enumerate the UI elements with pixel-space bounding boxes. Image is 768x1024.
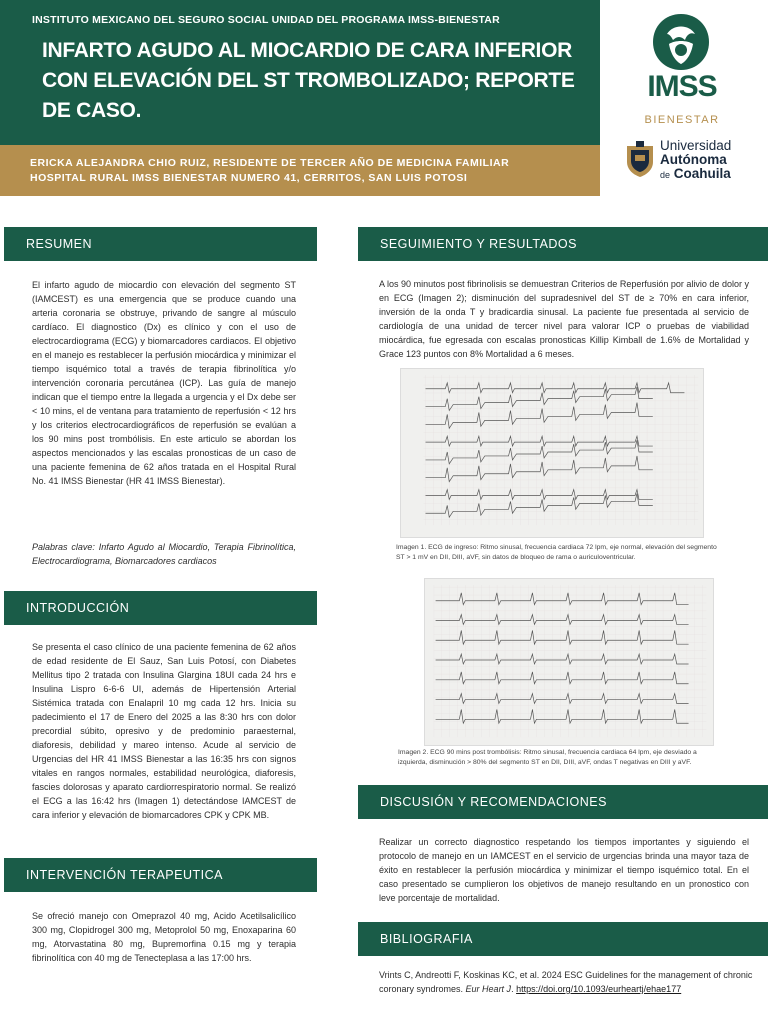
university-seal-icon [624,140,656,178]
introduccion-body: Se presenta el caso clínico de una paciente femenina de 62 años de edad residente de El Sauz, San Luis Potosí, con Diabetes Mellitus tipo 2 tratada con Insulina Glargina 18UI cada 24 hrs e Insulina Lispro 6-6-6 UI, además de Hipertensión Arterial Sistémica tratada con Enalapril 10 mg cada 12 hrs. Inicia su padecimiento el 17 de Enero del 2025 a las 8:30 hrs con dolor precordial súbito, opresivo y de predominio paraesternal, diaforesis, debilidad y mareo intenso. Acude al servicio de Urgencias del HR 41 IMSS Bienestar a las 16:35 hrs con signos vitales en rangos normales, estabilidad neurológica, diaforesis, fascies dolorosas y aparato cardiorrespiratorio normal. Se realizó el ECG a las 16:42 hrs (Imagen 1) detectándose IAMCEST de cara inferior y elevación de biomarcadores CPK y CPK MB. [32,642,296,820]
university-line-2: Autónoma [660,152,727,167]
imss-bienestar-label: BIENESTAR [644,114,720,126]
intervencion-body: Se ofreció manejo con Omeprazol 40 mg, Acido Acetilsalicílico 300 mg, Clopidrogel 300 mg, Metoprolol 50 mg, Enoxaparina 60 mg, Atorvastatina 80 mg, Bupremorfina 0.15 mg y terapia fibrinolítica con 40 mg de Tenecteplasa a las 17:00 hrs. [32,911,296,963]
seguimiento-body: A los 90 minutos post fibrinolisis se demuestran Criterios de Reperfusión por alivio de dolor y en ECG (Imagen 2); disminución del supradesnivel del ST de ≥ 70% en cara inferior, inversión de la onda T y bradicardia sinusal. La paciente fue presentada al servicio de cardiología de una unidad de tercer nivel para valorar ICP o pruebas de viabilidad miocárdica, fue egresada con escalas pronosticas Killip Kimball de 1.6% de Mortalidad y Grace 123 puntos con 8% Mortalidad a 6 meses. [379,279,749,359]
university-name [660,139,731,182]
discusion-body: Realizar un correcto diagnostico respetando los tiempos importantes y siguiendo el protocolo de manejo en un IAMCEST en el servicio de urgencias brinda una mayor taza de éxito en restablecer la perfusión miocárdica y minimizar el tiempo isquémico total. En el caso presentado se cumplieron los objetivos de manejo resultando en un pronostico con leve porcentaje de mortalidad. [379,837,749,903]
bibliography-reference: Vrints C, Andreotti F, Koskinas KC, et al. 2024 ESC Guidelines for the management of chronic coronary syndromes. Eur Heart J. https://doi.org/10.1093/eurheartj/ehae177 [379,970,753,994]
resumen-keywords [32,540,296,568]
reference-doi-link[interactable]: https://doi.org/10.1093/eurheartj/ehae177 [516,984,682,994]
institution-name: INSTITUTO MEXICANO DEL SEGURO SOCIAL UNIDAD DEL PROGRAMA IMSS-BIENESTAR [32,14,500,26]
ecg-image-2 [424,578,714,746]
authors-text: ERICKA ALEJANDRA CHIO RUIZ, RESIDENTE DE TERCER AÑO DE MEDICINA FAMILIAR HOSPITAL RURAL IMSS BIENESTAR NUMERO 41, CERRITOS, SAN LUIS POTOSI [30,157,510,184]
section-heading-intervencion: INTERVENCIÓN TERAPEUTICA [4,858,317,892]
header-banner [0,0,600,145]
authors-banner [0,145,600,196]
imss-eagle-logo-icon [647,12,715,72]
university-line-3-prefix: de [660,170,671,180]
ecg-caption-1: Imagen 1. ECG de ingreso: Ritmo sinusal, frecuencia cardiaca 72 lpm, eje normal, elevación del segmento ST > 1 mV en DII, DIII, aVF, sin datos de bloqueo de rama o auriculoventricular. [396,544,717,561]
section-heading-resumen: RESUMEN [4,227,317,261]
reference-journal: Eur Heart J [465,984,512,994]
section-heading-introduccion: INTRODUCCIÓN [4,591,317,625]
keywords-text: Palabras clave: Infarto Agudo al Miocardio, Terapia Fibrinolítica, Electrocardiograma, Biomarcadores cardiacos [32,542,296,566]
university-line-1: Universidad [660,138,732,153]
university-line-3: Coahuila [673,166,731,181]
ecg-image-1 [400,368,704,538]
section-heading-seguimiento: SEGUIMIENTO Y RESULTADOS [358,227,768,261]
ecg-caption-2: Imagen 2. ECG 90 mins post trombólisis: Ritmo sinusal, frecuencia cardiaca 64 lpm, eje desviado a izquierda, disminución > 80% del segmento ST en DII, DIII, aVF, ondas T negativas en DIII y aVF. [398,749,697,766]
poster-title: INFARTO AGUDO AL MIOCARDIO DE CARA INFERIOR CON ELEVACIÓN DEL ST TROMBOLIZADO; REPORTE DE CASO. [42,39,575,122]
section-heading-discusion: DISCUSIÓN Y RECOMENDACIONES [358,785,768,819]
imss-wordmark: IMSS [647,70,717,103]
resumen-body: El infarto agudo de miocardio con elevación del segmento ST (IAMCEST) es una emergencia que se produce cuando una arteria coronaria se obstruye, privando de sangre al músculo cardíaco. El diagnostico (Dx) es clínico y con el uso de electrocardiograma (ECG) y biomarcadores cardiacos. El objetivo en el manejo es restablecer la perfusión miocárdica y minimizar el tiempo isquémico total a través de terapia fibrinolítica y/o intervención coronaria percutánea (ICP). Las guía de manejo indican que el tiempo entre la llegada a urgencia y el Dx debe ser < 10 mins, el de ventana para tratamiento de reperfusión < 12 hrs y los criterios electrocardiográficos de reperfusión se evalúan a los 90 mins post trombólisis. En este articulo se abordan los aspectos mencionados y las escalas pronosticas de un caso de una paciente femenina de 62 años tratada en el Hospital Rural No. 41 IMSS Bienestar (HR 41 IMSS Bienestar). [32,280,296,486]
section-heading-bibliografia: BIBLIOGRAFIA [358,922,768,956]
reference-text: Vrints C, Andreotti F, Koskinas KC, et al. 2024 ESC Guidelines for the management of chronic coronary syndromes. [379,970,753,994]
